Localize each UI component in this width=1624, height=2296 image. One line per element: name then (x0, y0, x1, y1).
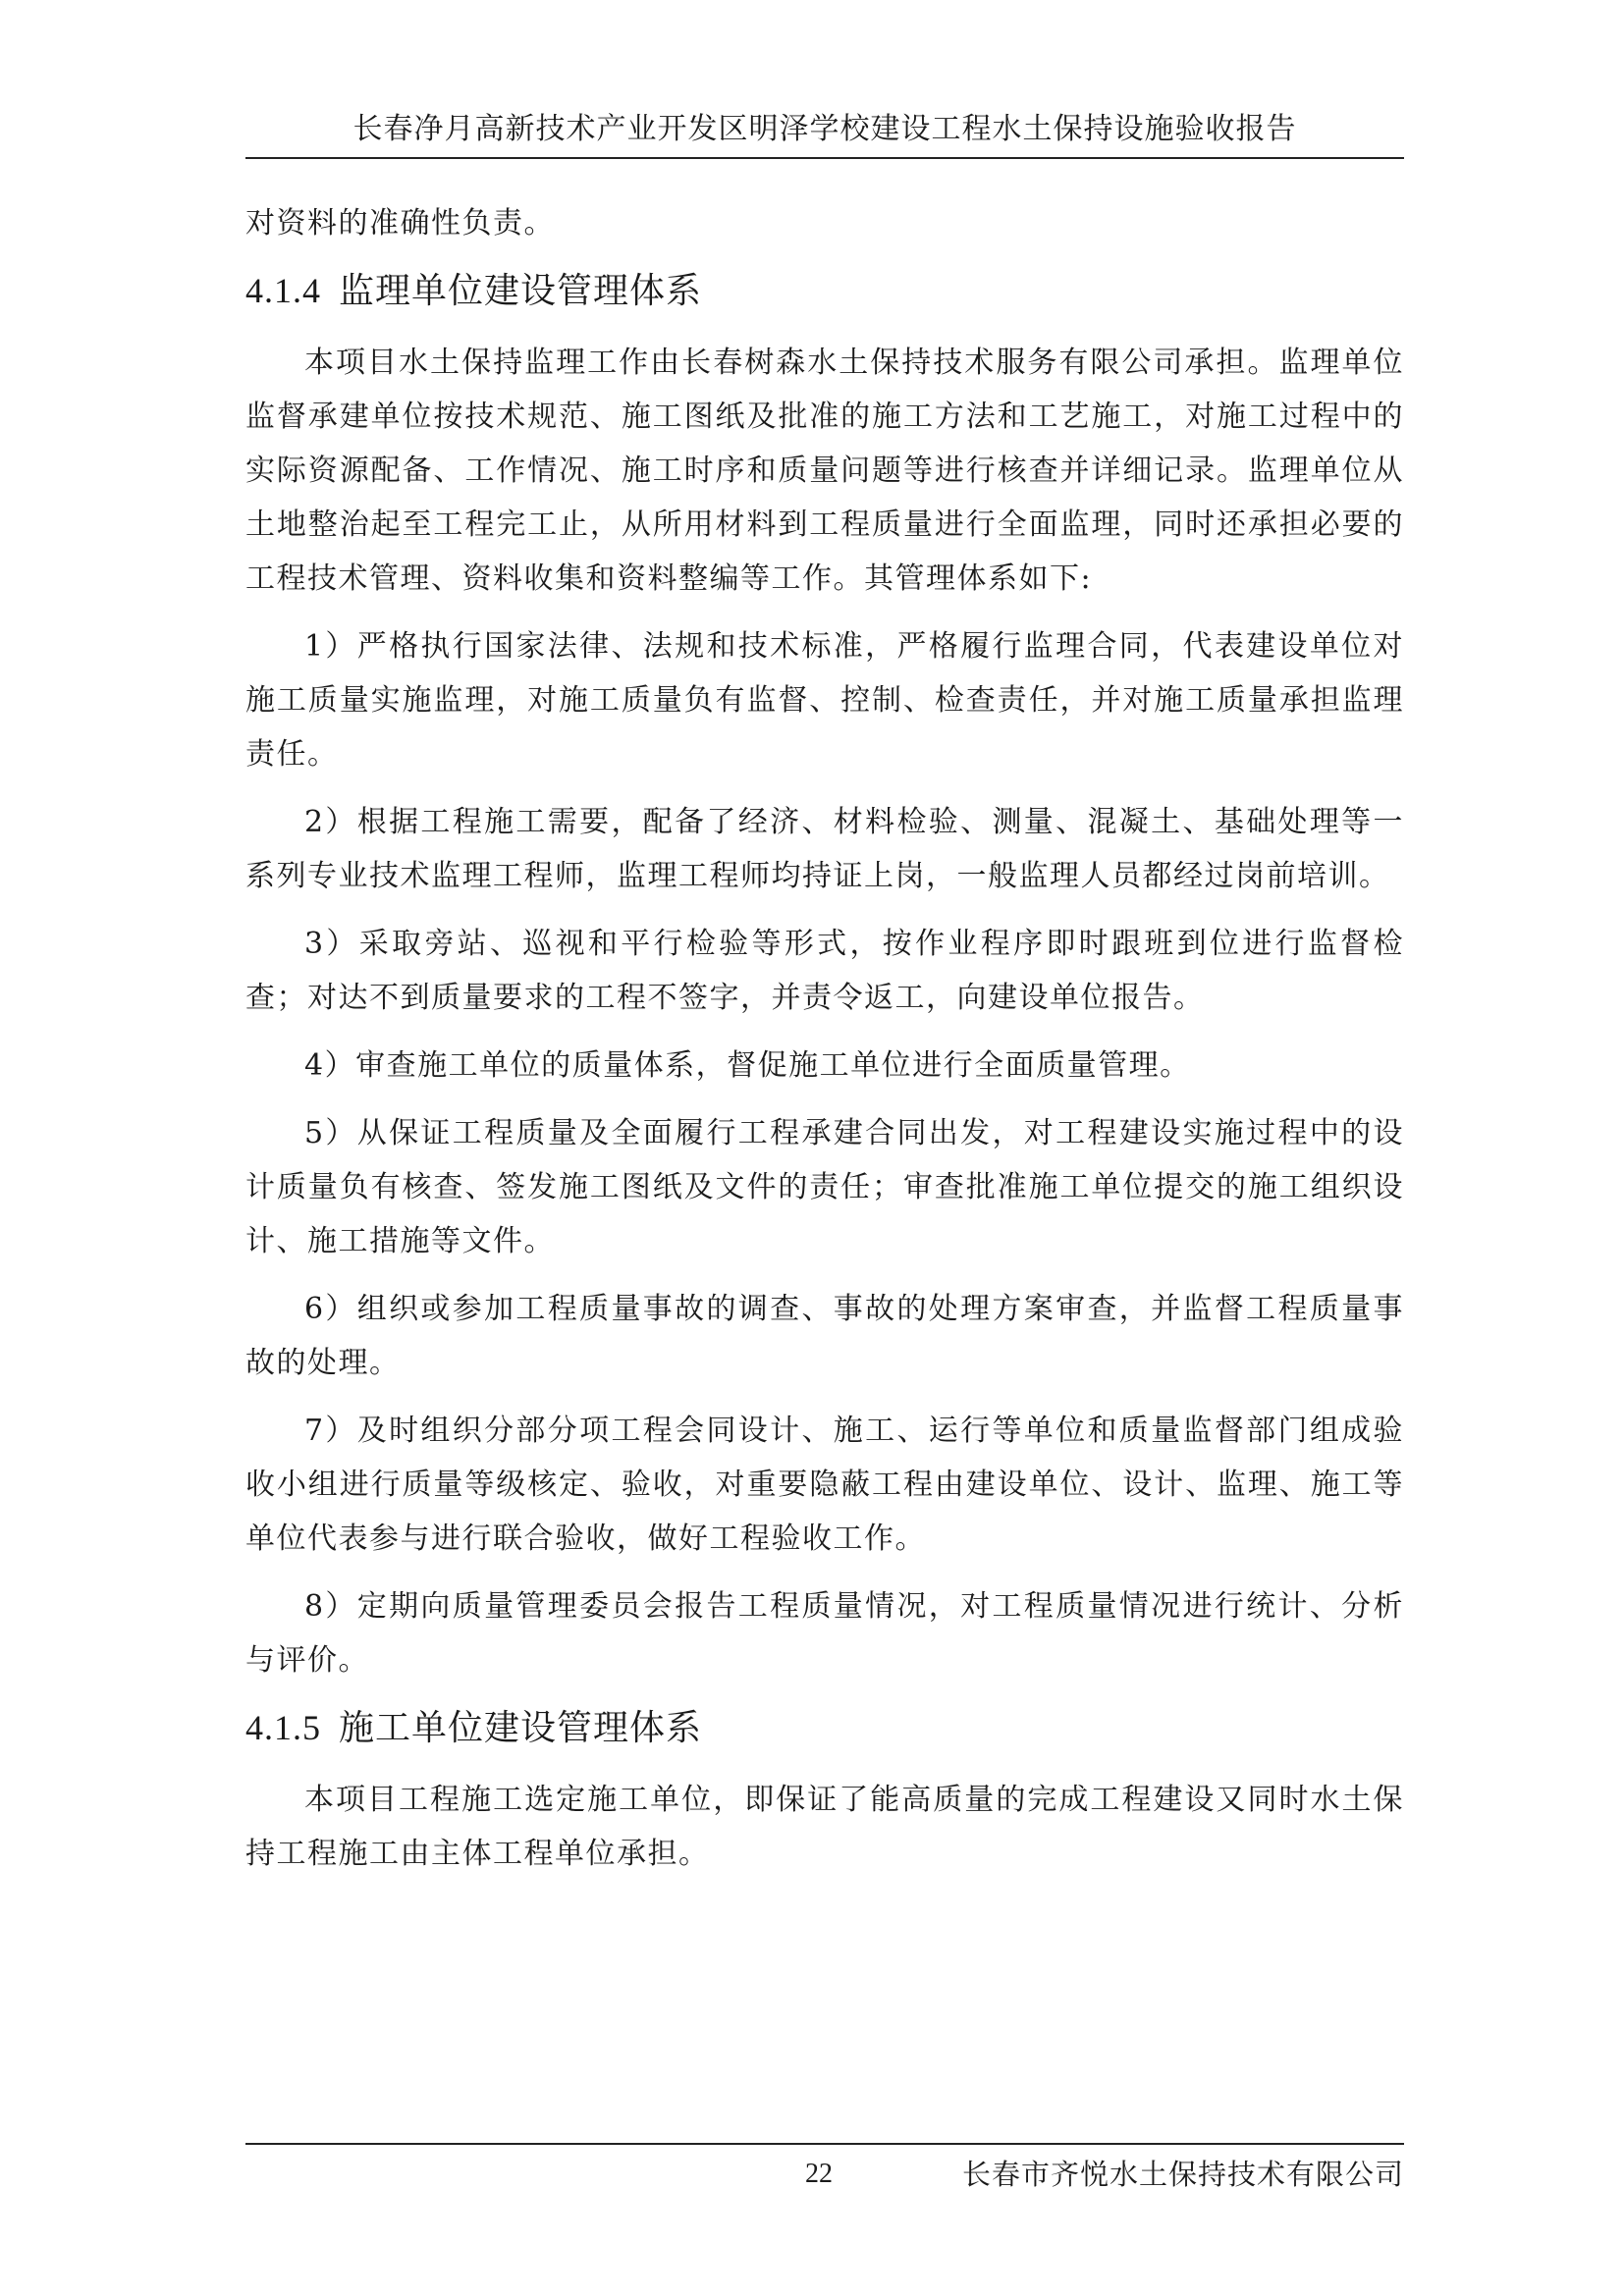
page-body (245, 196, 1404, 1895)
footer-divider (245, 2143, 1404, 2145)
section-title: 监理单位建设管理体系 (339, 271, 703, 311)
list-item-4: 4）审查施工单位的质量体系，督促施工单位进行全面质量管理。 (304, 1048, 1191, 1083)
list-item-3: 3）采取旁站、巡视和平行检验等形式，按作业程序即时跟班到位进行监督检查；对达不到质量要求的工程不签字，并责令返工，向建设单位报告。 (245, 927, 1404, 1015)
list-item-5: 5）从保证工程质量及全面履行工程承建合同出发，对工程建设实施过程中的设计质量负有核查、签发施工图纸及文件的责任；审查批准施工单位提交的施工组织设计、施工措施等文件。 (245, 1116, 1404, 1258)
section-heading-4-1-5 (245, 1701, 1404, 1755)
supervision-overview-paragraph: 本项目水土保持监理工作由长春树森水土保持技术服务有限公司承担。监理单位监督承建单位按技术规范、施工图纸及批准的施工方法和工艺施工，对施工过程中的实际资源配备、工作情况、施工时序和质量问题等进行核查并详细记录。监理单位从土地整治起至工程完工止，从所用材料到工程质量进行全面监理，同时还承担必要的工程技术管理、资料收集和资料整编等工作。其管理体系如下: (245, 346, 1404, 596)
footer-company-name: 长春市齐悦水土保持技术有限公司 (961, 2158, 1404, 2191)
section-number: 4.1.4 (245, 271, 321, 310)
section-heading-4-1-4 (245, 264, 1404, 318)
construction-unit-paragraph: 本项目工程施工选定施工单位，即保证了能高质量的完成工程建设又同时水土保持工程施工由主体工程单位承担。 (245, 1783, 1404, 1871)
list-item-1: 1）严格执行国家法律、法规和技术标准，严格履行监理合同，代表建设单位对施工质量实施监理，对施工质量负有监督、控制、检查责任，并对施工质量承担监理责任。 (245, 629, 1404, 772)
list-item-6: 6）组织或参加工程质量事故的调查、事故的处理方案审查，并监督工程质量事故的处理。 (245, 1292, 1404, 1380)
intro-paragraph: 对资料的准确性负责。 (245, 206, 555, 240)
section-title: 施工单位建设管理体系 (339, 1708, 703, 1748)
list-item-2: 2）根据工程施工需要，配备了经济、材料检验、测量、混凝土、基础处理等一系列专业技术监理工程师，监理工程师均持证上岗，一般监理人员都经过岗前培训。 (245, 805, 1404, 893)
list-item-7: 7）及时组织分部分项工程会同设计、施工、运行等单位和质量监督部门组成验收小组进行质量等级核定、验收，对重要隐蔽工程由建设单位、设计、监理、施工等单位代表参与进行联合验收，做好工程验收工作。 (245, 1414, 1404, 1556)
header-divider (245, 157, 1404, 159)
page-header-title: 长春净月高新技术产业开发区明泽学校建设工程水土保持设施验收报告 (352, 112, 1297, 146)
page-number: 22 (805, 2159, 833, 2189)
list-item-8: 8）定期向质量管理委员会报告工程质量情况，对工程质量情况进行统计、分析与评价。 (245, 1589, 1404, 1678)
section-number: 4.1.5 (245, 1708, 321, 1747)
